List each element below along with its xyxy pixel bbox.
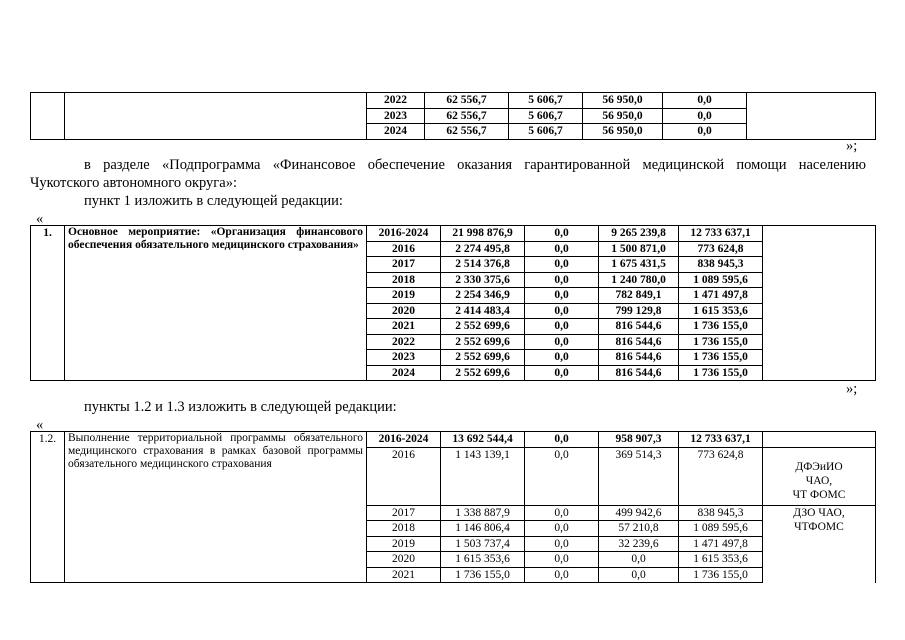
total-cell: 1 338 887,9 — [441, 505, 525, 521]
name-cell: Выполнение территориальной программы обязательного медицинского страхования в рамках базовой программы обязательного медицинского страхования — [65, 432, 367, 583]
year-cell: 2023 — [367, 350, 441, 366]
regional-cell: 56 950,0 — [583, 108, 663, 124]
federal-cell: 0,0 — [525, 319, 599, 335]
other-cell: 773 624,8 — [679, 447, 763, 505]
regional-cell: 816 544,6 — [599, 319, 679, 335]
other-cell: 838 945,3 — [679, 505, 763, 521]
total-cell: 62 556,7 — [425, 108, 509, 124]
other-cell: 1 471 497,8 — [679, 536, 763, 552]
executor-cell — [763, 432, 876, 448]
other-cell: 0,0 — [663, 108, 747, 124]
year-cell: 2022 — [367, 334, 441, 350]
total-cell: 62 556,7 — [425, 124, 509, 140]
total-cell: 2 552 699,6 — [441, 350, 525, 366]
instruction-point1: пункт 1 изложить в следующей редакции: — [84, 193, 343, 209]
regional-cell: 0,0 — [599, 567, 679, 583]
regional-cell: 1 675 431,5 — [599, 257, 679, 273]
federal-cell: 0,0 — [525, 447, 599, 505]
opening-quote: « — [36, 417, 44, 433]
name-cell: Основное мероприятие: «Организация финансового обеспечения обязательного медицинского страхования» — [65, 226, 367, 381]
executor-line: ДФЭиИО — [795, 460, 843, 473]
executor-cell — [763, 226, 876, 381]
executor-line: ЧАО, — [805, 474, 833, 487]
year-cell: 2019 — [367, 536, 441, 552]
year-cell: 2018 — [367, 521, 441, 537]
regional-cell: 499 942,6 — [599, 505, 679, 521]
federal-cell: 0,0 — [525, 288, 599, 304]
table-top-body — [31, 93, 876, 140]
other-cell: 12 733 637,1 — [679, 226, 763, 242]
federal-cell: 0,0 — [525, 350, 599, 366]
regional-cell: 799 129,8 — [599, 303, 679, 319]
table-territorial-program-body — [31, 432, 876, 583]
table-main-activity-body — [31, 226, 876, 381]
section-paragraph-line2: Чукотского автономного округа»: — [30, 175, 237, 191]
federal-cell: 0,0 — [525, 226, 599, 242]
other-cell: 12 733 637,1 — [679, 432, 763, 448]
year-cell: 2024 — [367, 124, 425, 140]
regional-cell: 816 544,6 — [599, 334, 679, 350]
regional-cell: 782 849,1 — [599, 288, 679, 304]
total-cell: 2 514 376,8 — [441, 257, 525, 273]
federal-cell: 5 606,7 — [509, 108, 583, 124]
total-cell: 2 274 495,8 — [441, 241, 525, 257]
regional-cell: 369 514,3 — [599, 447, 679, 505]
executor-line: ЧТФОМС — [794, 520, 844, 533]
total-cell: 62 556,7 — [425, 93, 509, 109]
total-cell: 2 552 699,6 — [441, 334, 525, 350]
federal-cell: 5 606,7 — [509, 124, 583, 140]
total-cell: 1 736 155,0 — [441, 567, 525, 583]
other-cell: 1 736 155,0 — [679, 319, 763, 335]
closing-quote: »; — [846, 381, 858, 397]
other-cell: 1 615 353,6 — [679, 552, 763, 568]
table-top — [30, 92, 876, 140]
other-cell: 1 471 497,8 — [679, 288, 763, 304]
other-cell: 0,0 — [663, 124, 747, 140]
federal-cell: 0,0 — [525, 567, 599, 583]
year-cell: 2024 — [367, 365, 441, 381]
year-cell: 2018 — [367, 272, 441, 288]
federal-cell: 0,0 — [525, 505, 599, 521]
year-cell: 2019 — [367, 288, 441, 304]
year-cell: 2016 — [367, 447, 441, 505]
total-cell: 1 615 353,6 — [441, 552, 525, 568]
regional-cell: 958 907,3 — [599, 432, 679, 448]
total-cell: 2 254 346,9 — [441, 288, 525, 304]
total-cell: 13 692 544,4 — [441, 432, 525, 448]
other-cell: 1 736 155,0 — [679, 365, 763, 381]
year-cell: 2016-2024 — [367, 432, 441, 448]
other-cell: 1 089 595,6 — [679, 272, 763, 288]
regional-cell: 56 950,0 — [583, 124, 663, 140]
num-cell — [31, 93, 65, 140]
other-cell: 1 089 595,6 — [679, 521, 763, 537]
num-cell: 1. — [31, 226, 65, 381]
regional-cell: 56 950,0 — [583, 93, 663, 109]
year-cell: 2022 — [367, 93, 425, 109]
table-territorial-program — [30, 431, 876, 583]
year-cell: 2016-2024 — [367, 226, 441, 242]
total-cell: 1 503 737,4 — [441, 536, 525, 552]
opening-quote: « — [36, 211, 44, 227]
other-cell: 1 736 155,0 — [679, 567, 763, 583]
year-cell: 2016 — [367, 241, 441, 257]
table-row — [31, 226, 876, 242]
regional-cell: 9 265 239,8 — [599, 226, 679, 242]
year-cell: 2017 — [367, 257, 441, 273]
total-cell: 1 143 139,1 — [441, 447, 525, 505]
other-cell: 1 736 155,0 — [679, 350, 763, 366]
year-cell: 2021 — [367, 319, 441, 335]
table-row — [31, 432, 876, 448]
regional-cell: 816 544,6 — [599, 365, 679, 381]
federal-cell: 0,0 — [525, 334, 599, 350]
year-cell: 2023 — [367, 108, 425, 124]
regional-cell: 1 240 780,0 — [599, 272, 679, 288]
total-cell: 2 552 699,6 — [441, 365, 525, 381]
executor-cell — [763, 447, 876, 505]
regional-cell: 1 500 871,0 — [599, 241, 679, 257]
year-cell: 2020 — [367, 303, 441, 319]
executor-line: ДЗО ЧАО, — [793, 506, 845, 519]
table-main-activity — [30, 225, 876, 381]
year-cell: 2020 — [367, 552, 441, 568]
federal-cell: 0,0 — [525, 257, 599, 273]
federal-cell: 0,0 — [525, 552, 599, 568]
total-cell: 2 330 375,6 — [441, 272, 525, 288]
num-cell: 1.2. — [31, 432, 65, 583]
federal-cell: 0,0 — [525, 241, 599, 257]
total-cell: 2 552 699,6 — [441, 319, 525, 335]
federal-cell: 0,0 — [525, 432, 599, 448]
federal-cell: 0,0 — [525, 521, 599, 537]
total-cell: 2 414 483,4 — [441, 303, 525, 319]
table-row — [31, 93, 876, 109]
other-cell: 1 736 155,0 — [679, 334, 763, 350]
regional-cell: 0,0 — [599, 552, 679, 568]
regional-cell: 816 544,6 — [599, 350, 679, 366]
total-cell: 1 146 806,4 — [441, 521, 525, 537]
executor-cell — [763, 505, 876, 583]
federal-cell: 0,0 — [525, 272, 599, 288]
federal-cell: 0,0 — [525, 303, 599, 319]
year-cell: 2017 — [367, 505, 441, 521]
year-cell: 2021 — [367, 567, 441, 583]
federal-cell: 0,0 — [525, 536, 599, 552]
other-cell: 838 945,3 — [679, 257, 763, 273]
executor-cell — [747, 93, 876, 140]
closing-quote: »; — [846, 138, 858, 154]
section-paragraph-line: в разделе «Подпрограмма «Финансовое обеспечение оказания гарантированной медицинской помощи населению — [84, 157, 866, 173]
total-cell: 21 998 876,9 — [441, 226, 525, 242]
other-cell: 773 624,8 — [679, 241, 763, 257]
regional-cell: 57 210,8 — [599, 521, 679, 537]
name-cell — [65, 93, 367, 140]
federal-cell: 5 606,7 — [509, 93, 583, 109]
other-cell: 0,0 — [663, 93, 747, 109]
executor-line: ЧТ ФОМС — [792, 488, 846, 501]
regional-cell: 32 239,6 — [599, 536, 679, 552]
other-cell: 1 615 353,6 — [679, 303, 763, 319]
federal-cell: 0,0 — [525, 365, 599, 381]
instruction-points: пункты 1.2 и 1.3 изложить в следующей редакции: — [84, 399, 397, 415]
